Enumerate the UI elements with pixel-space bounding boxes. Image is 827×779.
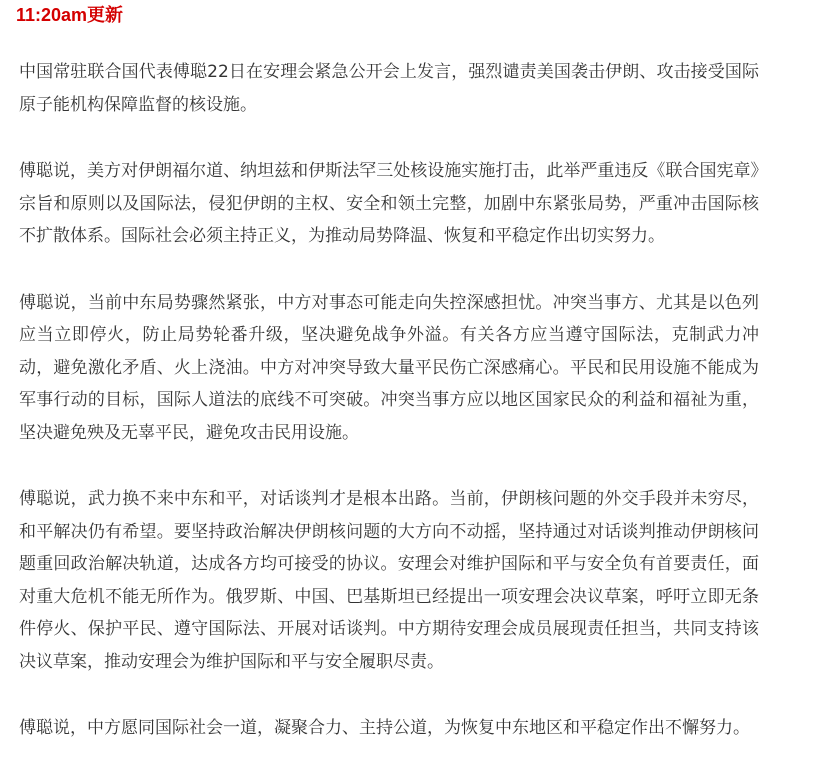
article-paragraph: 傅聪说，美方对伊朗福尔道、纳坦兹和伊斯法罕三处核设施实施打击，此举严重违反《联合国宪章》宗旨和原则以及国际法，侵犯伊朗的主权、安全和领土完整，加剧中东紧张局势，严重冲击国际核不扩散体系。国际社会必须主持正义，为推动局势降温、恢复和平稳定作出切实努力。 xyxy=(19,161,759,246)
article-paragraph: 中国常驻联合国代表傅聪22日在安理会紧急公开会上发言，强烈谴责美国袭击伊朗、攻击接受国际原子能机构保障监督的核设施。 xyxy=(19,62,759,115)
article-paragraph: 傅聪说，中方愿同国际社会一道，凝聚合力、主持公道，为恢复中东地区和平稳定作出不懈努力。 xyxy=(19,718,750,738)
article-body xyxy=(19,56,759,779)
article-paragraph: 傅聪说，当前中东局势骤然紧张，中方对事态可能走向失控深感担忧。冲突当事方、尤其是以色列应当立即停火，防止局势轮番升级，坚决避免战争外溢。有关各方应当遵守国际法，克制武力冲动，避免激化矛盾、火上浇油。中方对冲突导致大量平民伤亡深感痛心。平民和民用设施不能成为军事行动的目标，国际人道法的底线不可突破。冲突当事方应以地区国家民众的利益和福祉为重，坚决避免殃及无辜平民，避免攻击民用设施。 xyxy=(19,292,759,443)
article-paragraph: 傅聪说，武力换不来中东和平，对话谈判才是根本出路。当前，伊朗核问题的外交手段并未穷尽，和平解决仍有希望。要坚持政治解决伊朗核问题的大方向不动摇，坚持通过对话谈判推动伊朗核问题重回政治解决轨道，达成各方均可接受的协议。安理会对维护国际和平与安全负有首要责任，面对重大危机不能无所作为。俄罗斯、中国、巴基斯坦已经提出一项安理会决议草案，呼吁立即无条件停火、保护平民、遵守国际法、开展对话谈判。中方期待安理会成员展现责任担当，共同支持该决议草案，推动安理会为维护国际和平与安全履职尽责。 xyxy=(19,489,759,672)
update-timestamp: 11:20am更新 xyxy=(16,5,124,25)
